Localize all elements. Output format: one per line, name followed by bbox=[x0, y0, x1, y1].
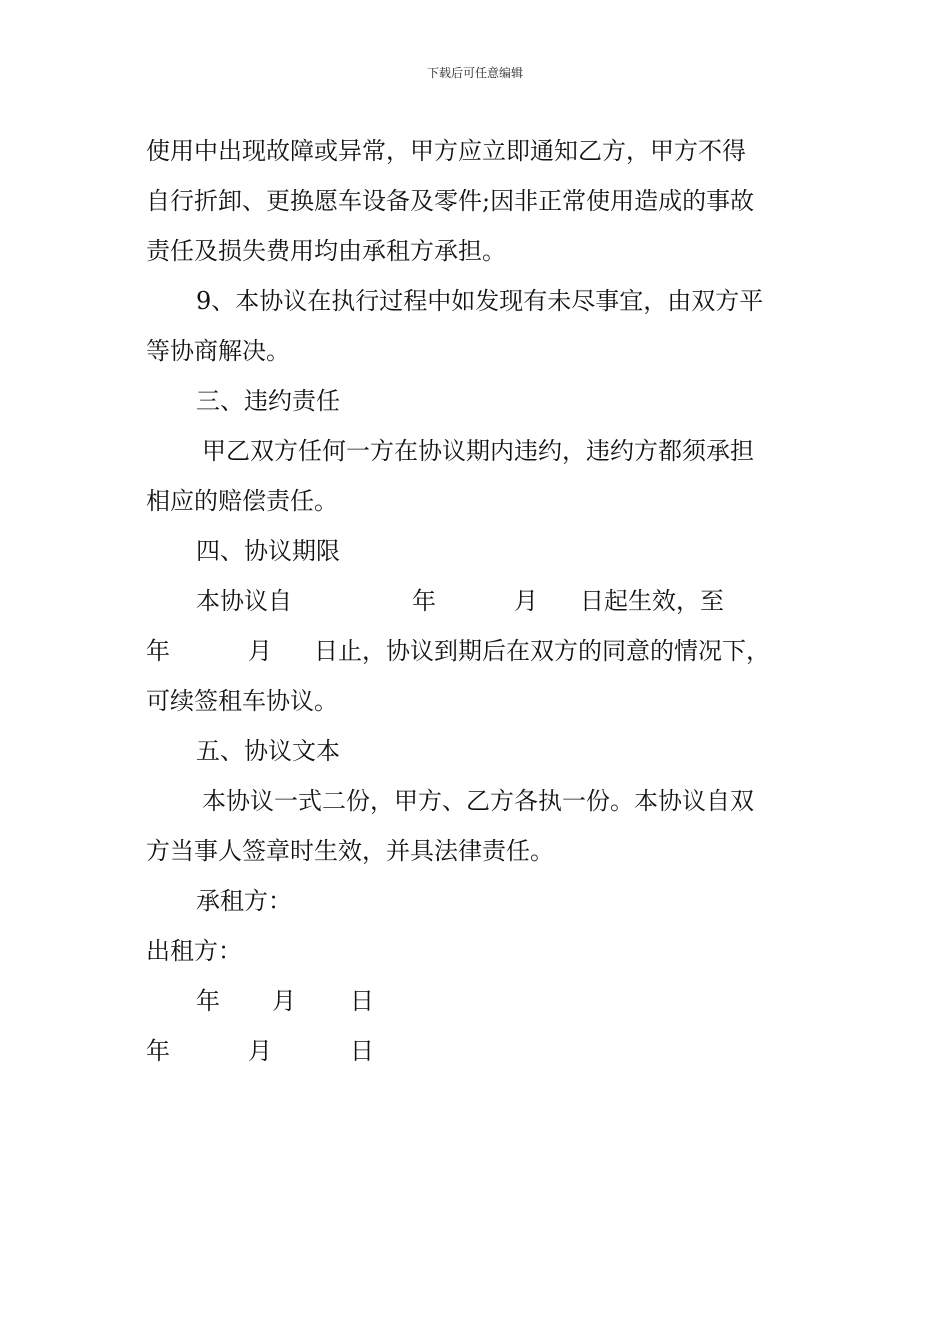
section5-line-1: 本协议一式二份，甲方、乙方各执一份。本协议自双 bbox=[202, 787, 754, 815]
clause8-line-1: 使用中出现故障或异常，甲方应立即通知乙方，甲方不得 bbox=[146, 137, 746, 165]
section4-term-line-1 bbox=[146, 576, 816, 626]
signature-date-2 bbox=[146, 1026, 816, 1076]
section4-heading: 四、协议期限 bbox=[196, 537, 340, 565]
section4-line-3: 可续签租车协议。 bbox=[146, 687, 338, 715]
section5-line-2: 方当事人签章时生效，并具法律责任。 bbox=[146, 837, 554, 865]
clause9-line-1: 9、本协议在执行过程中如发现有未尽事宜，由双方平 bbox=[196, 287, 764, 315]
section3-line-2: 相应的赔偿责任。 bbox=[146, 487, 338, 515]
term-end-day-suffix: 日止，协议到期后在双方的同意的情况下， bbox=[314, 637, 770, 665]
date2-year: 年 bbox=[146, 1037, 170, 1065]
date2-month: 月 bbox=[248, 1037, 272, 1065]
clause8-line-3: 责任及损失费用均由承租方承担。 bbox=[146, 237, 506, 265]
section3-line-1: 甲乙双方任何一方在协议期内违约，违约方都须承担 bbox=[202, 437, 754, 465]
clause9-line-2: 等协商解决。 bbox=[146, 337, 290, 365]
date1-month: 月 bbox=[272, 987, 296, 1015]
term-start-day-suffix: 日起生效，至 bbox=[580, 587, 724, 615]
section4-term-line-2 bbox=[146, 626, 816, 676]
document-body bbox=[146, 126, 816, 1076]
section3-heading: 三、违约责任 bbox=[196, 387, 340, 415]
lessor-signature-label: 出租方： bbox=[146, 937, 242, 965]
term-start-prefix: 本协议自 bbox=[196, 587, 292, 615]
clause8-line-2: 自行折卸、更换愿车设备及零件;因非正常使用造成的事故 bbox=[146, 187, 755, 215]
signature-date-1 bbox=[146, 976, 816, 1026]
term-end-month: 月 bbox=[248, 637, 272, 665]
term-start-year: 年 bbox=[412, 587, 436, 615]
section5-heading: 五、协议文本 bbox=[196, 737, 340, 765]
header-note: 下载后可任意编辑 bbox=[426, 66, 523, 80]
date2-day: 日 bbox=[350, 1037, 374, 1065]
term-end-year: 年 bbox=[146, 637, 170, 665]
date1-day: 日 bbox=[350, 987, 374, 1015]
lessee-signature-label: 承租方： bbox=[196, 887, 292, 915]
term-start-month: 月 bbox=[514, 587, 538, 615]
date1-year: 年 bbox=[196, 987, 220, 1015]
